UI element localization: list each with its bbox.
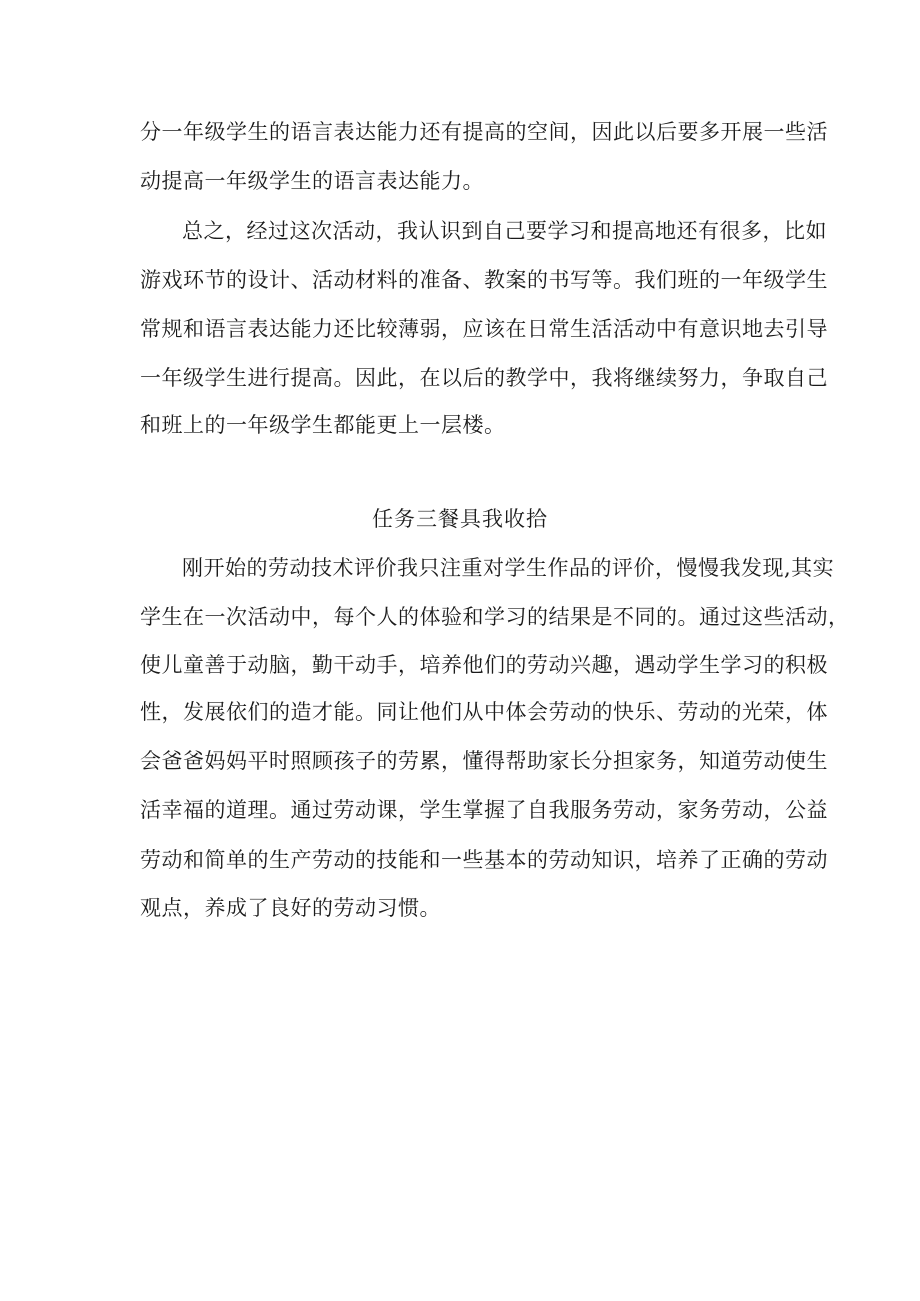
paragraph-2-line-2: 游戏环节的设计、活动材料的准备、教案的书写等。我们班的一年级学生 (140, 268, 828, 292)
paragraph-3-line-8: 观点，养成了良好的劳动习惯。 (140, 896, 441, 920)
paragraph-3-line-5: 会爸爸妈妈平时照顾孩子的劳累，懂得帮助家长分担家务，知道劳动使生 (140, 749, 828, 773)
paragraph-3-line-4: 性，发展依们的造才能。同让他们从中体会劳动的快乐、劳动的光荣，体 (140, 700, 828, 724)
paragraph-3-line-1: 刚开始的劳动技术评价我只注重对学生作品的评价，慢慢我发现,其实 (182, 556, 835, 580)
paragraph-2-line-1: 总之，经过这次活动，我认识到自己要学习和提高地还有很多，比如 (182, 219, 827, 243)
paragraph-1-line-2: 动提高一年级学生的语言表达能力。 (140, 169, 484, 193)
paragraph-3-line-7: 劳动和简单的生产劳动的技能和一些基本的劳动知识，培养了正确的劳动 (140, 848, 828, 872)
paragraph-2-line-3: 常规和语言表达能力还比较薄弱，应该在日常生活活动中有意识地去引导 (140, 317, 828, 341)
paragraph-2-line-5: 和班上的一年级学生都能更上一层楼。 (140, 413, 506, 437)
paragraph-3-line-6: 活幸福的道理。通过劳动课，学生掌握了自我服务劳动，家务劳动，公益 (140, 798, 828, 822)
paragraph-3-line-2: 学生在一次活动中，每个人的体验和学习的结果是不同的。通过这些活动， (140, 605, 850, 629)
section-title: 任务三餐具我收拾 (372, 507, 548, 531)
paragraph-3-line-3: 使儿童善于动脑，勤干动手，培养他们的劳动兴趣，遇动学生学习的积极 (140, 653, 828, 677)
paragraph-1-line-1: 分一年级学生的语言表达能力还有提高的空间，因此以后要多开展一些活 (140, 120, 828, 144)
paragraph-2-line-4: 一年级学生进行提高。因此，在以后的教学中，我将继续努力，争取自己 (140, 366, 828, 390)
